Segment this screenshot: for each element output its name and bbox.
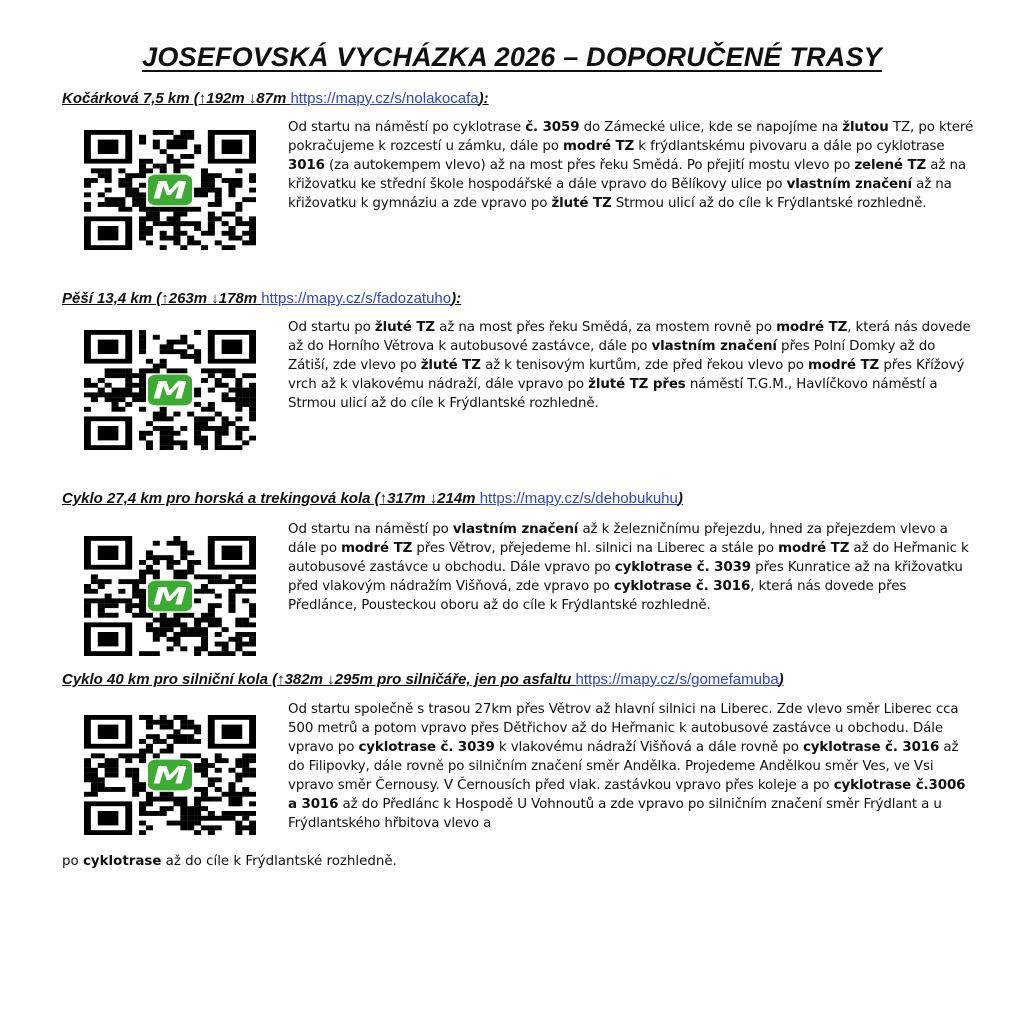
qr-code-image: [84, 715, 256, 835]
body-text: až na křižovatku ke střední škole hospodářské a dále vpravo do Bělíkovy ulice po: [288, 158, 966, 192]
body-text: (za autokempem vlevo) až na most přes řeku Smědá. Po přejití mostu vlevo po: [324, 158, 855, 173]
body-text: náměstí T.G.M., Havlíčkovo náměstí a Strmou ulicí až do cíle k Frýdlantské rozhledně.: [288, 377, 938, 411]
route-map-link[interactable]: https://mapy.cz/s/dehobukuhu: [479, 490, 678, 507]
emphasis-text: modré TZ: [778, 541, 850, 556]
emphasis-text: cyklotrase č. 3016: [802, 740, 940, 755]
mapy-logo-letter: M: [152, 175, 188, 205]
mapy-logo-letter: M: [152, 581, 188, 611]
body-text: do Zámecké ulice, kde se napojíme na: [579, 120, 843, 135]
emphasis-text: vlastním značení: [786, 177, 912, 192]
mapy-logo-letter: M: [152, 760, 188, 790]
body-text: po: [62, 854, 83, 869]
route-heading-end: ): [778, 671, 784, 688]
qr-code-image: [84, 536, 256, 656]
route-map-link[interactable]: https://mapy.cz/s/gomefamuba: [575, 671, 779, 688]
emphasis-text: cyklotrase: [82, 854, 162, 869]
emphasis-text: modré TZ: [341, 541, 413, 556]
emphasis-text: žluté TZ přes: [588, 377, 686, 392]
emphasis-text: modré TZ: [808, 358, 880, 373]
emphasis-text: zelené TZ: [854, 158, 927, 173]
qr-code: [84, 130, 256, 250]
emphasis-text: žlutou: [842, 120, 889, 135]
emphasis-text: cyklotrase č. 3039: [614, 560, 752, 575]
route-description: [288, 318, 978, 413]
emphasis-text: modré TZ: [776, 320, 848, 335]
page-title: JOSEFOVSKÁ VYCHÁZKA 2026 – DOPORUČENÉ TRASY: [142, 42, 882, 72]
body-text: až do cíle k Frýdlantské rozhledně.: [161, 854, 397, 869]
qr-code: [84, 536, 256, 656]
emphasis-text: žluté TZ: [374, 320, 435, 335]
body-text: Od startu po: [288, 320, 375, 335]
body-text: k frýdlantskému pivovaru a dále po cyklotrase: [634, 139, 945, 154]
route-heading-text: Cyklo 40 km pro silniční kola (↑382m ↓295m pro silničáře, jen po asfaltu: [62, 671, 576, 688]
emphasis-text: vlastním značení: [651, 339, 777, 354]
route-map-link[interactable]: https://mapy.cz/s/nolakocafa: [290, 90, 479, 107]
emphasis-text: cyklotrase č. 3039: [358, 740, 495, 755]
route-description: [288, 520, 978, 615]
mapy-logo-letter: M: [152, 375, 188, 405]
route-heading-text: Kočárková 7,5 km (↑192m ↓87m: [62, 90, 291, 107]
emphasis-text: žluté TZ: [420, 358, 481, 373]
body-text: k vlakovému nádraží Višňová a dále rovně po: [494, 740, 803, 755]
route-map-link[interactable]: https://mapy.cz/s/fadozatuho: [261, 290, 452, 307]
body-text: až do Filipovky, dále rovně po silničním značení směr Andělka. Projedeme Andělkou směr Ves, ve Vsi vpravo směr Černousy. V Černousích před vlak. zastávkou vpravo přes koleje a po: [288, 740, 959, 793]
body-text: přes Polní Domky až do Zátiší, zde vlevo po: [288, 339, 936, 373]
body-text: , která nás dovede až do Horního Větrova k autobusové zastávce, dále po: [288, 320, 971, 354]
body-text: přes Větrov, přejedeme hl. silnici na Liberec a stále po: [412, 541, 779, 556]
emphasis-text: modré TZ: [563, 139, 635, 154]
route-heading: [62, 490, 683, 507]
body-text: přes Křížový vrch až k vlakovému nádraží, dále vpravo po: [288, 358, 965, 392]
body-text: až do Předlánc k Hospodě U Vohnoutů a zde vpravo po silničním značení směr Frýdlant a u Frýdlantského hřbitova vlevo a: [288, 797, 942, 831]
body-text: až na křižovatku k gymnáziu a zde vpravo po: [288, 177, 952, 211]
route-heading-text: Pěší 13,4 km (↑263m ↓178m: [62, 290, 262, 307]
route-description: [288, 118, 978, 213]
body-text: Od startu na náměstí po: [288, 522, 453, 537]
body-text: , která nás dovede přes Předlánce, Pousteckou oboru až do cíle k Frýdlantské rozhledně.: [288, 579, 907, 613]
route-heading-end: ):: [451, 290, 462, 307]
body-text: TZ, po které pokračujeme k rozcestí u zámku, dále po: [288, 120, 974, 154]
body-text: až k železničnímu přejezdu, hned za přejezdem vlevo a dále po: [288, 522, 948, 556]
route-description-tail: [62, 852, 992, 871]
route-heading-end: ):: [478, 90, 489, 107]
route-description: [288, 700, 978, 833]
emphasis-text: cyklotrase č. 3016: [613, 579, 751, 594]
qr-code: [84, 330, 256, 450]
route-heading-text: Cyklo 27,4 km pro horská a trekingová kola (↑317m ↓214m: [62, 490, 480, 507]
qr-code-image: [84, 130, 256, 250]
route-heading: [62, 671, 784, 688]
body-text: Strmou ulicí až do cíle k Frýdlantské rozhledně.: [611, 196, 927, 211]
route-heading: [62, 290, 461, 307]
route-heading-end: ): [677, 490, 683, 507]
body-text: přes Kunratice až na křižovatku před vlakovým nádražím Višňová, zde vpravo po: [288, 560, 963, 594]
emphasis-text: č. 3059: [525, 120, 580, 135]
body-text: až do Heřmanic k autobusové zastávce u obchodu. Dále vpravo po: [288, 541, 969, 575]
body-text: až k tenisovým kurtům, zde před řekou vlevo po: [480, 358, 809, 373]
emphasis-text: vlastním značení: [452, 522, 579, 537]
body-text: až na most přes řeku Smědá, za mostem rovně po: [435, 320, 777, 335]
emphasis-text: cyklotrase č.3006 a 3016: [288, 778, 966, 812]
emphasis-text: 3016: [288, 158, 325, 173]
emphasis-text: žluté TZ: [551, 196, 612, 211]
qr-code-image: [84, 330, 256, 450]
body-text: Od startu na náměstí po cyklotrase: [288, 120, 526, 135]
body-text: Od startu společně s trasou 27km přes Větrov až hlavní silnici na Liberec. Zde vlevo směr Liberec cca 500 metrů a potom vpravo přes Dětřichov až do Heřmanic k autobusové zastávce u obchodu. Dále vpravo po: [288, 702, 959, 755]
qr-code: [84, 715, 256, 835]
route-heading: [62, 90, 489, 107]
